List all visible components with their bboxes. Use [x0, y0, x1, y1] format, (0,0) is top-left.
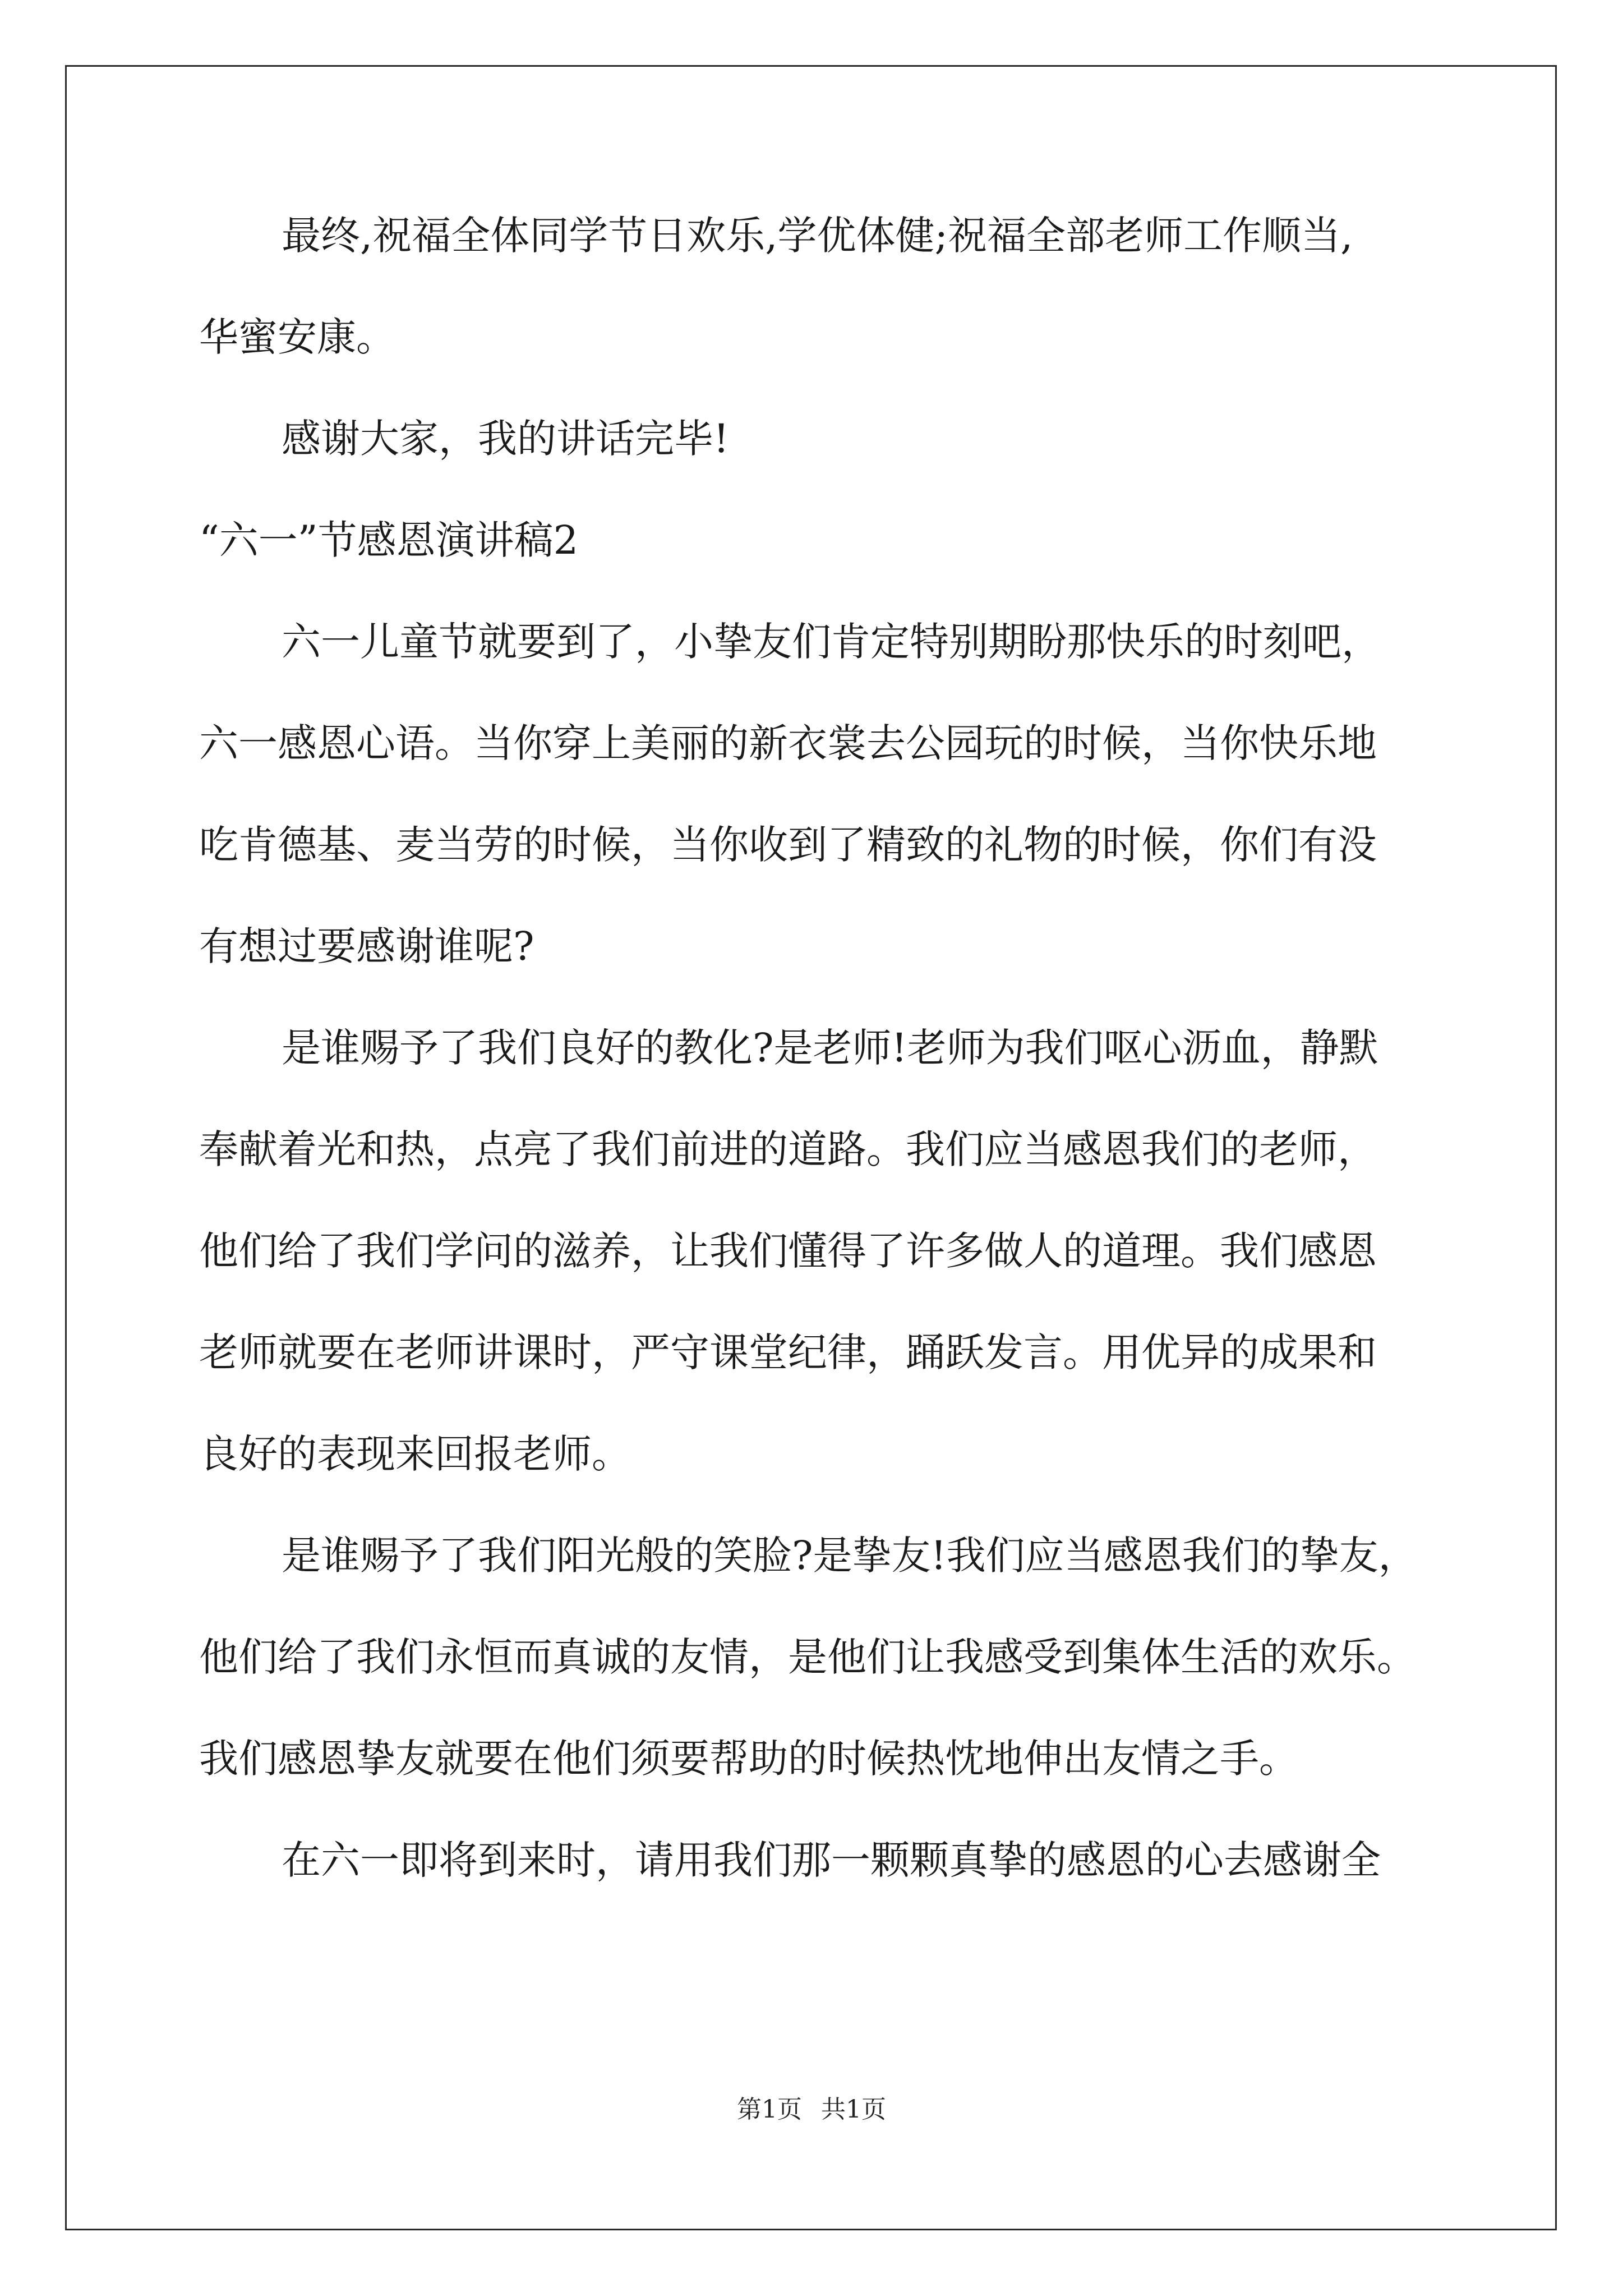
paragraph-line: 六一感恩心语。当你穿上美丽的新衣裳去公园玩的时候，当你快乐地: [199, 720, 1377, 766]
paragraph: [199, 210, 1433, 362]
paragraph-line: 感谢大家，我的讲话完毕!: [282, 416, 730, 462]
page-footer: [0, 2093, 1623, 2127]
paragraph-line: 是谁赐予了我们良好的教化?是老师!老师为我们呕心沥血，静默: [282, 1025, 1378, 1071]
paragraph: [199, 413, 1433, 464]
page-number: 第1页: [737, 2095, 802, 2124]
paragraph: [199, 1023, 1433, 1479]
paragraph-line: 他们给了我们永恒而真诚的友情，是他们让我感受到集体生活的欢乐。: [199, 1634, 1416, 1680]
page-total: 共1页: [821, 2095, 886, 2124]
paragraph-line: 奉献着光和热，点亮了我们前进的道路。我们应当感恩我们的老师，: [199, 1126, 1377, 1172]
document-body: [199, 210, 1433, 1885]
paragraph-line: 华蜜安康。: [199, 314, 395, 360]
paragraph-line: 是谁赐予了我们阳光般的笑脸?是挚友!我们应当感恩我们的挚友，: [282, 1533, 1418, 1579]
paragraph: [199, 616, 1433, 972]
heading-text: “六一”节感恩演讲稿2: [199, 517, 579, 563]
paragraph-line: 他们给了我们学问的滋养，让我们懂得了许多做人的道理。我们感恩: [199, 1228, 1377, 1274]
paragraph-line: 我们感恩挚友就要在他们须要帮助的时候热忱地伸出友情之手。: [199, 1736, 1298, 1782]
paragraph: [199, 1835, 1433, 1885]
paragraph-line: 最终,祝福全体同学节日欢乐,学优体健;祝福全部老师工作顺当,: [282, 213, 1353, 259]
paragraph-line: 六一儿童节就要到了，小挚友们肯定特别期盼那快乐的时刻吧，: [282, 619, 1381, 665]
paragraph-line: 在六一即将到来时，请用我们那一颗颗真挚的感恩的心去感谢全: [282, 1837, 1381, 1883]
paragraph-line: 良好的表现来回报老师。: [199, 1431, 631, 1477]
paragraph-line: 老师就要在老师讲课时，严守课堂纪律，踊跃发言。用优异的成果和: [199, 1329, 1377, 1375]
paragraph-line: 吃肯德基、麦当劳的时候，当你收到了精致的礼物的时候，你们有没: [199, 822, 1377, 868]
paragraph-line: 有想过要感谢谁呢?: [199, 923, 534, 969]
section-heading: [199, 515, 1433, 565]
paragraph: [199, 1530, 1433, 1784]
